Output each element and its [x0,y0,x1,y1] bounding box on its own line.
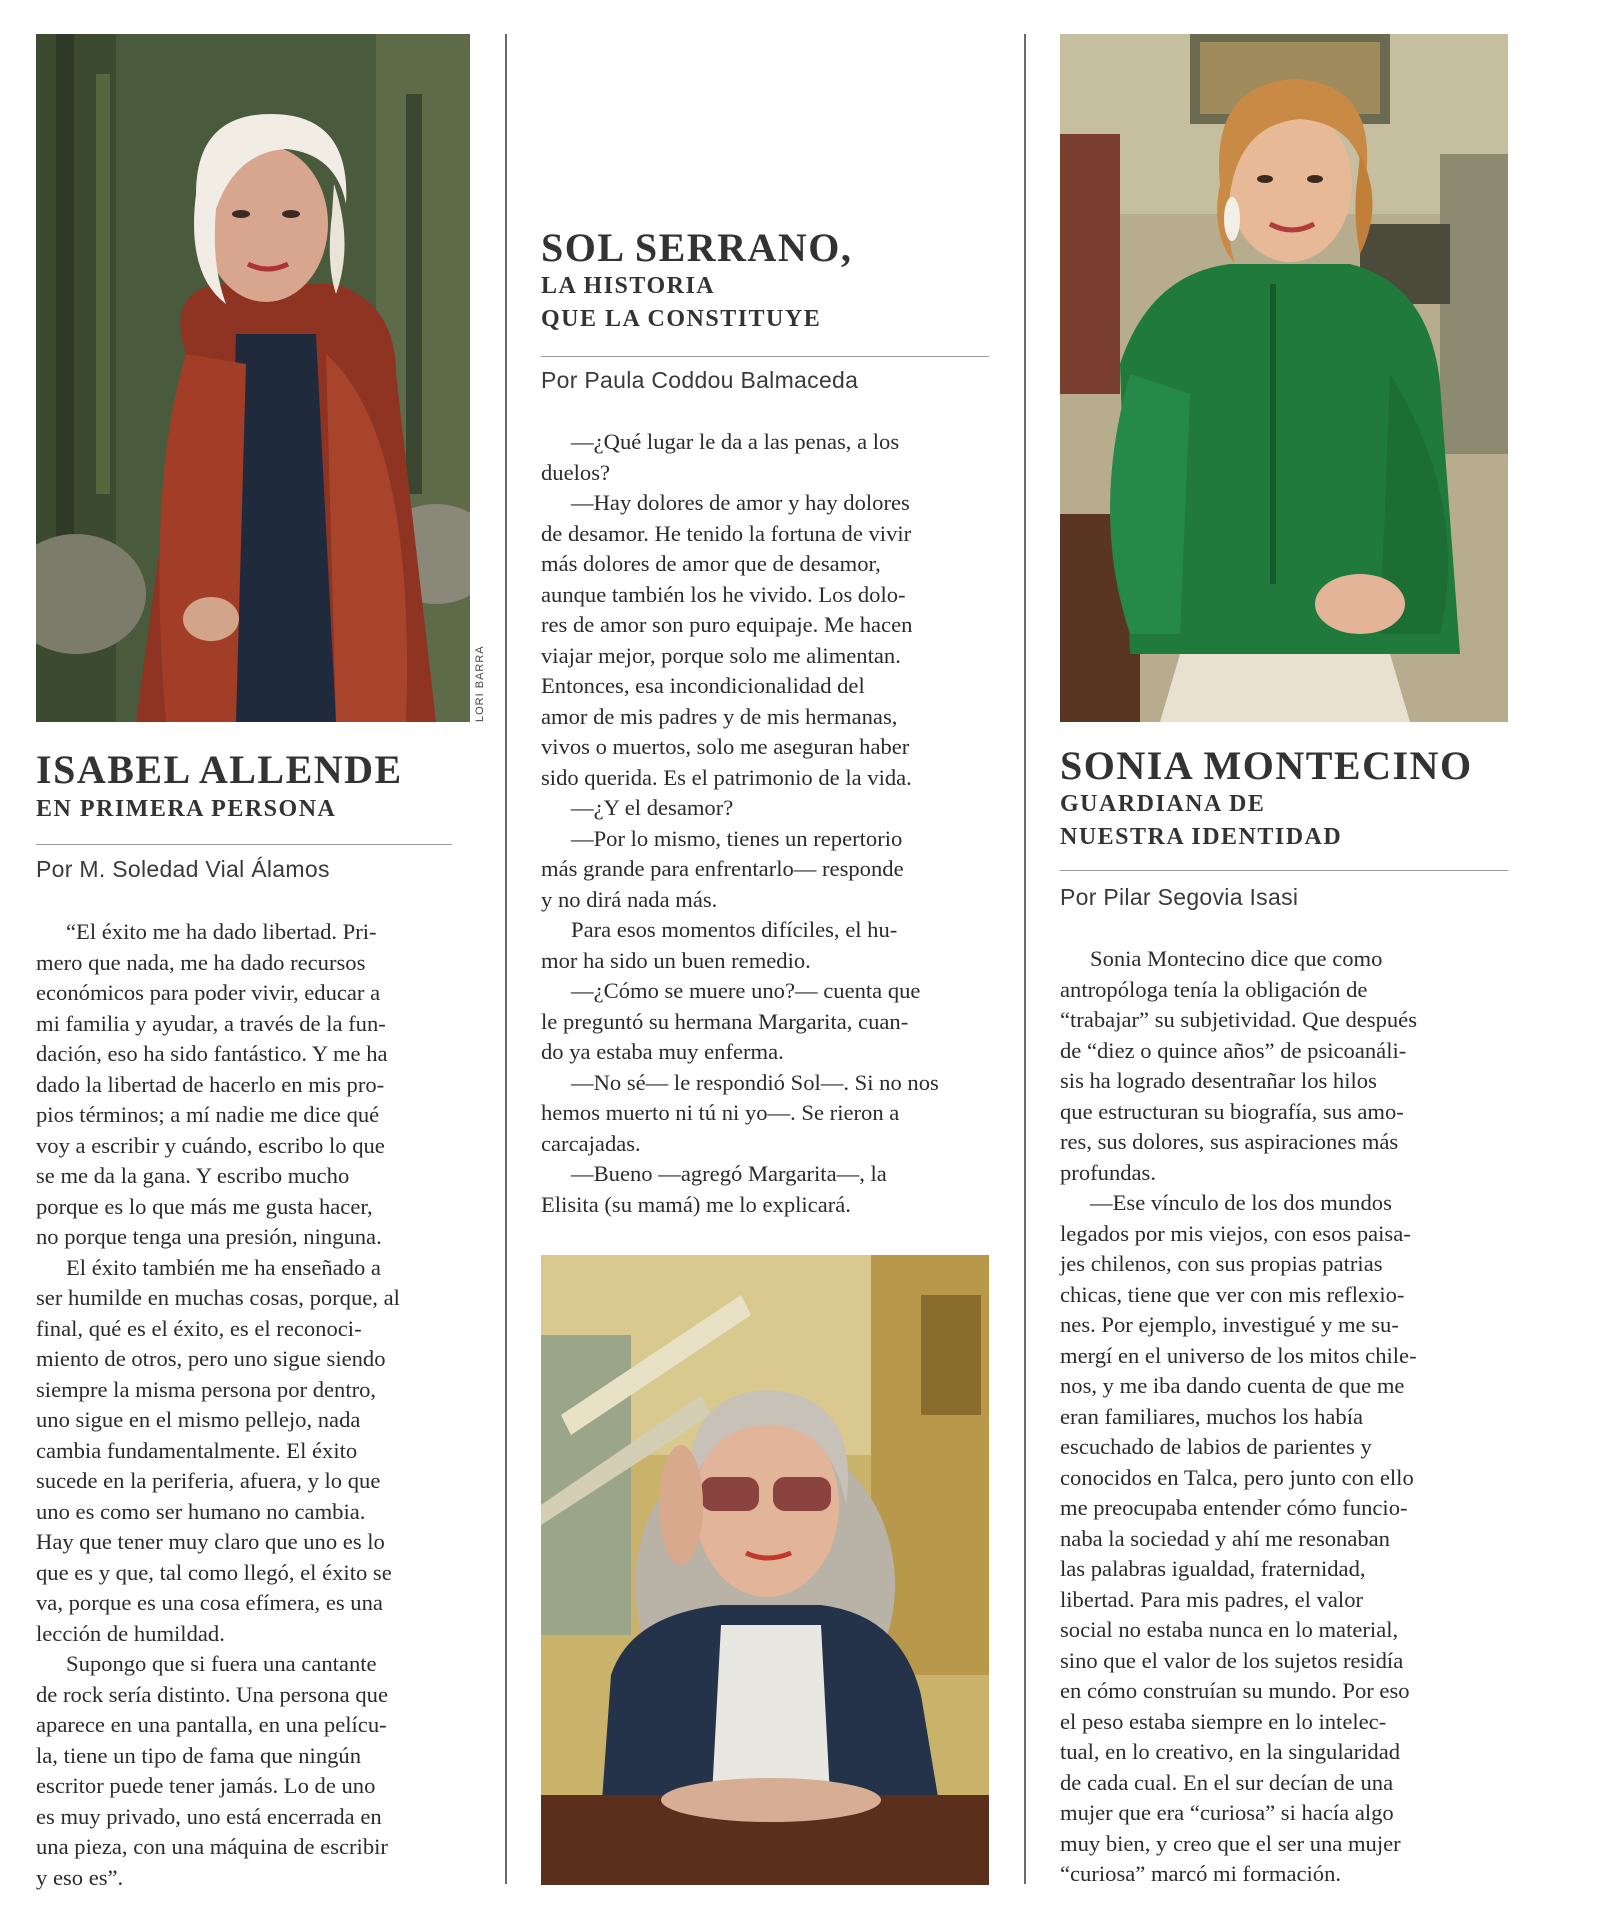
paragraph: —Hay dolores de amor y hay dolores de desamor. He tenido la fortuna de vivir más dolores de amor que de desamor, aunque también los he vivido. Los dolo- res de amor son puro equipaje. Me hacen viajar mejor, porque solo me alimentan. Entonces, esa incondicionalidad del amor de mis padres y de mis hermanas, vivos o muertos, solo me aseguran haber sido querida. Es el patrimonio de la vida. [541,490,913,790]
article-body [36,917,470,1893]
paragraph: —Por lo mismo, tienes un repertorio más grande para enfrentarlo— responde y no dirá nada más. [541,825,904,912]
article-title: ISABEL ALLENDE [36,747,403,792]
portrait-photo-sonia-montecino [1060,34,1508,722]
portrait-photo-sol-serrano [541,1255,989,1885]
photo-credit: LORI BARRA [474,645,486,722]
byline: Por Paula Coddou Balmaceda [541,367,859,393]
paragraph: “El éxito me ha dado libertad. Pri- mero que nada, me ha dado recursos económicos para poder vivir, educar a mi familia y ayudar, a través de la fun- dación, eso ha sido fantástico. Y me ha dado la libertad de hacerlo en mis pro- pios términos; a mí nadie me dice qué voy a escribir y cuándo, escribo lo que se me da la gana. Y escribo mucho porque es lo que más me gusta hacer, no porque tenga una presión, ninguna. [36,919,388,1249]
headline-rule [1060,870,1508,871]
article-subtitle: GUARDIANA DE NUESTRA IDENTIDAD [1060,791,1343,850]
paragraph: —¿Cómo se muere uno?— cuenta que le preguntó su hermana Margarita, cuan- do ya estaba muy enferma. [541,978,921,1064]
article-body [1060,944,1508,1890]
article-title: SOL SERRANO, [541,225,853,270]
article-subtitle: EN PRIMERA PERSONA [36,796,337,822]
paragraph: —Bueno —agregó Margarita—, la Elisita (su mamá) me lo explicará. [541,1161,887,1217]
article-title: SONIA MONTECINO [1060,743,1473,788]
paragraph: El éxito también me ha enseñado a ser humilde en muchas cosas, porque, al final, qué es el éxito, es el reconoci- miento de otros, pero uno sigue siendo siempre la misma persona por dentro, uno sigue en el mismo pellejo, nada cambia fundamentalmente. El éxito sucede en la periferia, afuera, y lo que uno es como ser humano no cambia. Hay que tener muy claro que uno es lo que es y que, tal como llegó, el éxito se va, porque es una cosa efímera, es una lección de humildad. [36,1254,400,1646]
paragraph: —No sé— le respondió Sol—. Si no nos hemos muerto ni tú ni yo—. Se rieron a carcajadas. [541,1069,939,1156]
column-divider [505,34,507,1884]
headline-rule [36,844,452,845]
byline: Por Pilar Segovia Isasi [1060,884,1299,910]
paragraph: —¿Qué lugar le da a las penas, a los duelos? [541,429,900,485]
headline-rule [541,356,989,357]
paragraph: Sonia Montecino dice que como antropóloga tenía la obligación de “trabajar” su subjetividad. Que después de “diez o quince años” de psicoanáli- sis ha logrado desentrañar los hilos que estructuran su biografía, sus amo- res, sus dolores, sus aspiraciones más profundas. [1060,946,1417,1185]
column-divider [1024,34,1026,1884]
portrait-photo-isabel-allende [36,34,470,722]
paragraph: Para esos momentos difíciles, el hu- mor ha sido un buen remedio. [541,917,898,973]
article-body [541,427,989,1220]
byline: Por M. Soledad Vial Álamos [36,856,330,882]
article-subtitle: LA HISTORIA QUE LA CONSTITUYE [541,273,822,332]
paragraph: —¿Y el desamor? [571,795,734,820]
paragraph: —Ese vínculo de los dos mundos legados por mis viejos, con esos paisa- jes chilenos, con sus propias patrias chicas, tiene que ver con mis reflexio- nes. Por ejemplo, investigué y me su- mergí en el universo de los mitos chile- nos, y me iba dando cuenta de que me eran familiares, muchos los había escuchado de labios de parientes y conocidos en Talca, pero junto con ello me preocupaba entender cómo funcio- naba la sociedad y ahí me resonaban las palabras igualdad, fraternidad, libertad. Para mis padres, el valor social no estaba nunca en lo material, sino que el valor de los sujetos residía en cómo construían su mundo. Por eso el peso estaba siempre en lo intelec- tual, en lo creativo, en la singularidad de cada cual. En el sur decían de una mujer que era “curiosa” si hacía algo muy bien, y creo que el ser una mujer “curiosa” marcó mi formación. [1060,1190,1417,1886]
paragraph: Supongo que si fuera una cantante de rock sería distinto. Una persona que aparece en una pantalla, en una pelícu- la, tiene un tipo de fama que ningún escritor puede tener jamás. Lo de uno es muy privado, uno está encerrada en una pieza, con una máquina de escribir y eso es”. [36,1651,388,1890]
